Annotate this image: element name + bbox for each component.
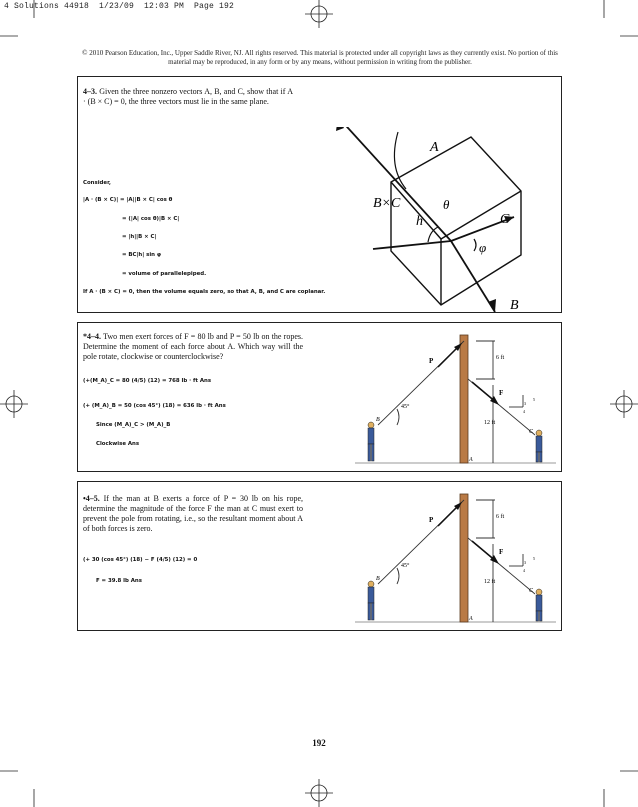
fig-label-p: P [429, 516, 434, 524]
fig-label-ratio-4: 4 [523, 409, 525, 414]
fig-label-c: C [529, 429, 534, 435]
parallelepiped-figure [278, 127, 558, 313]
fig-label-a: A [469, 457, 473, 463]
fig-label-f: F [499, 389, 504, 397]
fig-label-p: P [429, 357, 434, 365]
fig-label-b: B [376, 576, 380, 582]
problem-number: •4–5. [83, 494, 100, 503]
fig-label-angle: 45° [401, 404, 410, 410]
pole-figure [353, 329, 558, 469]
fig-label-c: C [529, 588, 534, 594]
problem-statement [83, 494, 303, 534]
fig-label-ratio-3: 3 [524, 401, 526, 406]
solution-line: Consider, [83, 180, 111, 186]
solution-line: (+ (M_A)_B = 50 (cos 45°) (18) = 636 lb · ft Ans [83, 403, 226, 409]
slug-file: 4 Solutions 44918 [4, 2, 90, 11]
fig-label-phi: φ [479, 240, 487, 255]
problem-panel-4-4 [77, 322, 562, 472]
problem-statement [83, 87, 293, 107]
fig-label-ratio-5: 5 [533, 397, 535, 402]
problem-panel-4-5 [77, 481, 562, 631]
solution-line: |A · (B × C)| = |A||B × C| cos θ [83, 197, 173, 203]
solution-line: = (|A| cos θ)|B × C| [122, 216, 180, 222]
problem-text: Given the three nonzero vectors A, B, and C, show that if A · (B × C) = 0, the three vectors must lie in the same plane. [83, 87, 293, 106]
slug-date: 1/23/09 [99, 2, 135, 11]
print-slug [4, 2, 244, 11]
fig-label-ratio-3: 3 [524, 560, 526, 565]
copyright-notice: © 2010 Pearson Education, Inc., Upper Saddle River, NJ. All rights reserved. This material is protected under all copyright laws as they currently exist. No portion of this material may be reproduced, in any form or by any means, without permission in writing from the publisher. [82, 49, 558, 66]
problem-number: 4–3. [83, 87, 97, 96]
problem-number: *4–4. [83, 332, 101, 341]
fig-label-bxc: B×C [373, 196, 401, 211]
fig-label-f: F [499, 548, 504, 556]
fig-label-ratio-4: 4 [523, 568, 525, 573]
problem-text: Two men exert forces of F = 80 lb and P = 50 lb on the ropes. Determine the moment of each force about A. Which way will the pole rotate, clockwise or counterclockwise? [83, 332, 304, 361]
pole-figure [353, 490, 558, 630]
fig-label-c: C [500, 212, 510, 227]
fig-label-height-lower: 12 ft [484, 579, 496, 585]
solution-line: = |h||B × C| [122, 234, 157, 240]
fig-label-height-upper: 6 ft [496, 355, 505, 361]
slug-time: 12:03 PM [144, 2, 185, 11]
fig-label-angle: 45° [401, 563, 410, 569]
fig-label-a: A [469, 616, 473, 622]
fig-label-h: h [416, 214, 423, 229]
fig-label-height-upper: 6 ft [496, 514, 505, 520]
page-number: 192 [312, 738, 326, 748]
solution-line: = volume of parallelepiped. [122, 271, 207, 277]
fig-label-ratio-5: 5 [533, 556, 535, 561]
solution-line: (+ 30 (cos 45°) (18) − F (4/5) (12) = 0 [83, 557, 198, 563]
solution-line: Since (M_A)_C > (M_A)_B [96, 422, 171, 428]
slug-page: Page 192 [194, 2, 235, 11]
fig-label-b: B [376, 417, 380, 423]
problem-statement [83, 332, 303, 362]
solution-line: (+(M_A)_C = 80 (4/5) (12) = 768 lb · ft Ans [83, 378, 212, 384]
solution-line: Clockwise Ans [96, 441, 140, 447]
fig-label-theta: θ [443, 197, 450, 212]
fig-label-b: B [510, 298, 519, 313]
fig-label-a: A [430, 140, 439, 155]
solution-line: F = 39.8 lb Ans [96, 578, 142, 584]
fig-label-height-lower: 12 ft [484, 420, 496, 426]
problem-text: If the man at B exerts a force of P = 30 lb on his rope, determine the magnitude of the force F the man at C must exert to prevent the pole from rotating, i.e., so the resultant moment about A of both forces is zero. [83, 494, 304, 533]
problem-panel-4-3 [77, 76, 562, 313]
solution-line: If A · (B × C) = 0, then the volume equals zero, so that A, B, and C are coplanar. [83, 289, 326, 295]
solution-line: = BC|h| sin φ [122, 252, 162, 258]
